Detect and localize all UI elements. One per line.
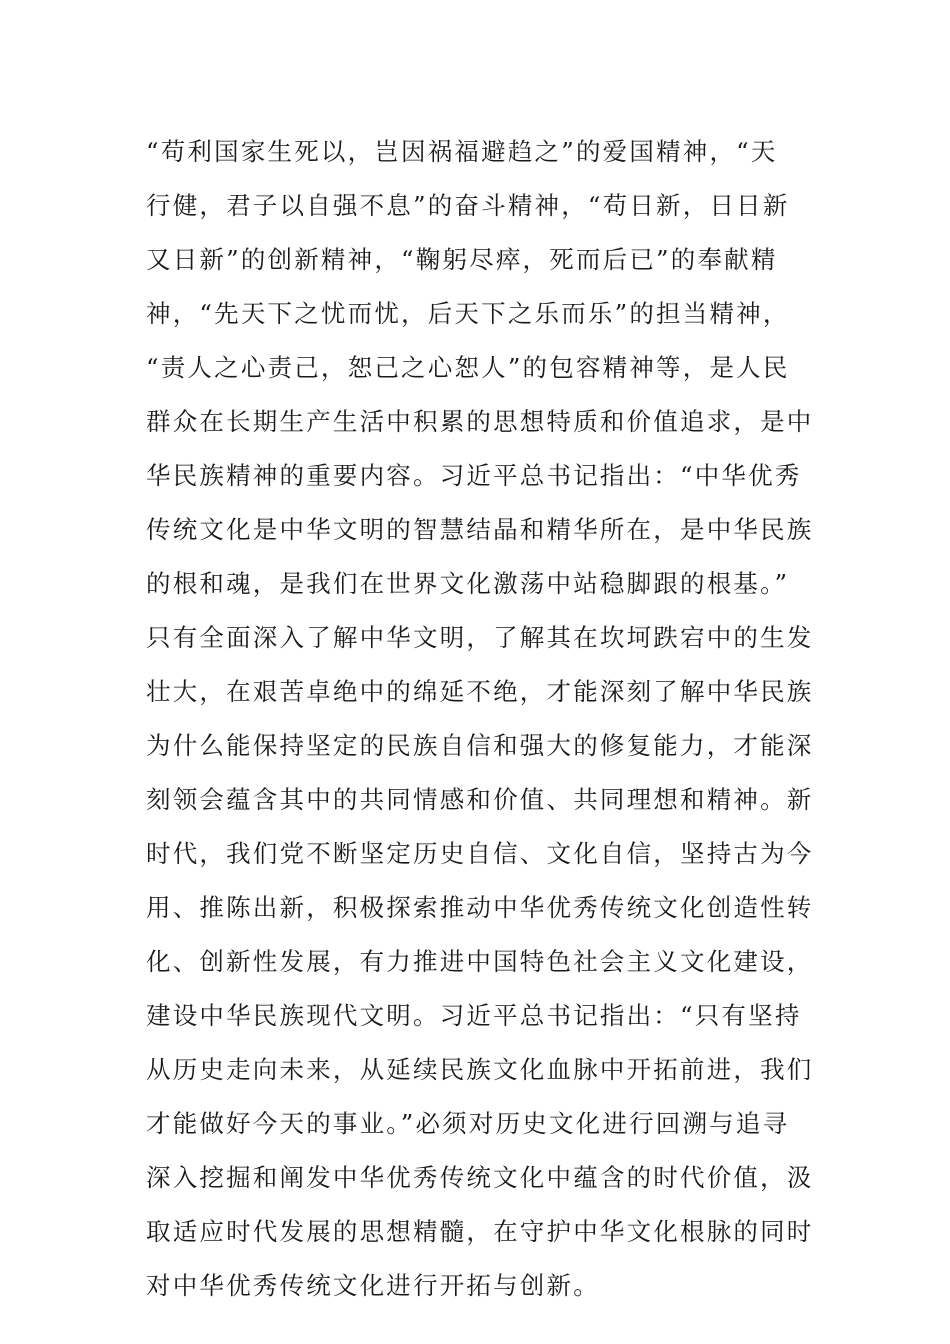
text-line-9: 的根和魂，是我们在世界文化激荡中站稳脚跟的根基。” [146,569,790,598]
text-line-10: 只有全面深入了解中华文明，了解其在坎坷跌宕中的生发 [146,623,814,652]
text-line-21: 取适应时代发展的思想精髓，在守护中华文化根脉的同时 [146,1217,814,1246]
text-line-6: 群众在长期生产生活中积累的思想特质和价值追求，是中 [146,407,814,436]
text-line-8: 传统文化是中华文明的智慧结晶和精华所在，是中华民族 [146,515,814,544]
text-line-1: “苟利国家生死以，岂因祸福避趋之”的爱国精神，“天 [146,137,778,166]
text-line-20: 深入挖掘和阐发中华优秀传统文化中蕴含的时代价值，汲 [146,1163,814,1192]
text-line-3: 又日新”的创新精神，“鞠躬尽瘁，死而后已”的奉献精 [146,245,778,274]
text-line-11: 壮大，在艰苦卓绝中的绵延不绝，才能深刻了解中华民族 [146,677,814,706]
body-paragraph [146,125,816,1313]
text-line-7: 华民族精神的重要内容。习近平总书记指出：“中华优秀 [146,461,802,490]
text-line-18: 从历史走向未来，从延续民族文化血脉中开拓前进，我们 [146,1055,814,1084]
text-line-22: 对中华优秀传统文化进行开拓与创新。 [146,1271,600,1300]
text-line-14: 时代，我们党不断坚定历史自信、文化自信，坚持古为今 [146,839,814,868]
text-line-17: 建设中华民族现代文明。习近平总书记指出：“只有坚持 [146,1001,802,1030]
text-line-4: 神，“先天下之忧而忧，后天下之乐而乐”的担当精神， [146,299,790,328]
text-line-19: 才能做好今天的事业。”必须对历史文化进行回溯与追寻 [146,1109,790,1138]
text-line-5: “责人之心责己，恕己之心恕人”的包容精神等，是人民 [146,353,790,382]
text-line-15: 用、推陈出新，积极探索推动中华优秀传统文化创造性转 [146,893,814,922]
text-line-2: 行健，君子以自强不息”的奋斗精神，“苟日新，日日新 [146,191,790,220]
text-line-13: 刻领会蕴含其中的共同情感和价值、共同理想和精神。新 [146,785,814,814]
text-line-16: 化、创新性发展，有力推进中国特色社会主义文化建设， [146,947,814,976]
text-line-12: 为什么能保持坚定的民族自信和强大的修复能力，才能深 [146,731,814,760]
